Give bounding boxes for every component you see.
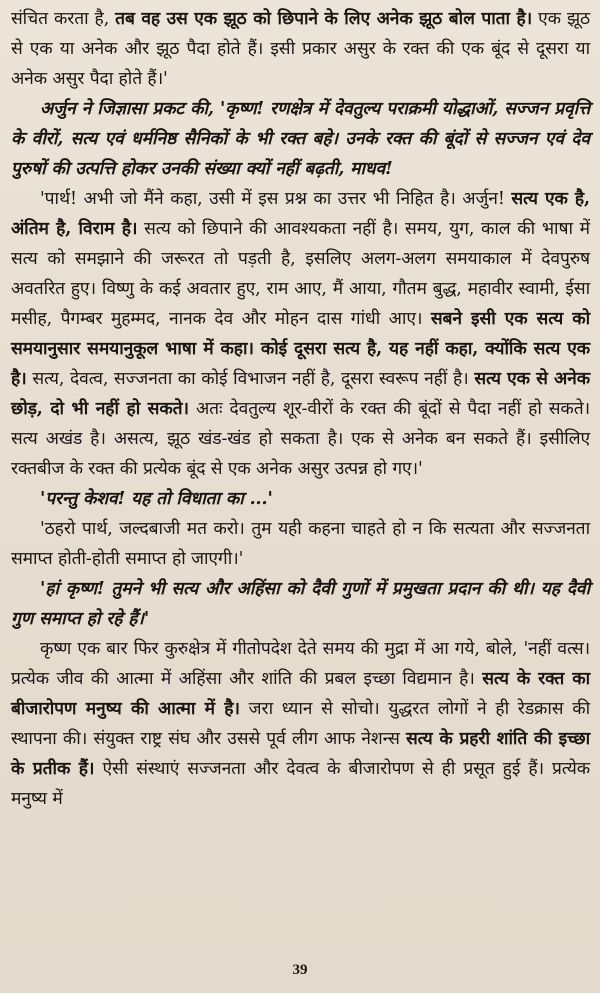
text-run: ऐसी संस्थाएं सज्जनता और देवत्व के बीजारोपण से ही प्रसूत हुई हैं। प्रत्येक मनुष्य में: [11, 759, 590, 809]
body-paragraph: [11, 514, 590, 574]
text-run: जरा ध्यान से सोचो। युद्धरत लोगों ने ही रेडक्रास की स्थापना की। संयुक्त राष्ट्र संघ और उससे पूर्व लीग आफ नेशन्स: [11, 699, 590, 749]
bold-text-run: अर्जुन ने जिज्ञासा प्रकट की, 'कृष्ण! रणक्षेत्र में देवतुल्य पराक्रमी योद्धाओं, सज्जन प्रवृत्ति के वीरों, सत्य एवं धर्मनिष्ठ सैनिकों के भी रक्त बहे। उनके रक्त की बूंदों से सज्जन एवं देव पुरुषों की उत्पत्ति होकर उनकी संख्या क्यों नहीं बढ़ती, माधव!: [11, 99, 590, 179]
text-run: कृष्ण एक बार फिर कुरुक्षेत्र में गीतोपदेश देते समय की मुद्रा में आ गये, बोले, 'नहीं वत्स। प्रत्येक जीव की आत्मा में अहिंसा और शांति की प्रबल इच्छा विद्यमान है।: [11, 639, 590, 689]
bold-text-run: सबने इसी एक सत्य को समयानुसार समयानुकूल भाषा में कहा। कोई दूसरा सत्य है, यह नहीं कहा, क्योंकि सत्य एक है।: [11, 309, 590, 389]
text-run: सत्य, देवत्व, सज्जनता का कोई विभाजन नहीं है, दूसरा स्वरूप नहीं है।: [26, 369, 475, 389]
bold-text-run: 'परन्तु केशव! यह तो विधाता का ...': [40, 489, 273, 509]
text-run: सत्य को छिपाने की आवश्यकता नहीं है। समय, युग, काल की भाषा में सत्य को समझाने की जरूरत तो पड़ती है, इसलिए अलग-अलग समयाकाल में देवपुरुष अवतरित हुए। विष्णु के कई अवतार हुए, राम आए, मैं आया, गौतम बुद्ध, महावीर स्वामी, ईसा मसीह, पैगम्बर मुहम्मद, नानक देव और मोहन दास गांधी आए।: [11, 219, 590, 329]
arjuna-dialogue-paragraph: [11, 94, 590, 184]
page-number: 39: [292, 962, 308, 978]
bold-text-run: तब वह उस एक झूठ को छिपाने के लिए अनेक झूठ बोल पाता है।: [115, 9, 533, 29]
bold-text-run: 'हां कृष्ण! तुमने भी सत्य और अहिंसा को दैवी गुणों में प्रमुखता प्रदान की थी। यह दैवी गुण समाप्त हो रहे हैं।': [11, 579, 590, 629]
text-run: एक झूठ से एक या अनेक और झूठ पैदा होते हैं। इसी प्रकार असुर के रक्त की एक बूंद से दूसरा या अनेक असुर पैदा होते हैं।': [11, 9, 590, 89]
text-run: अतः देवतुल्य शूर-वीरों के रक्त की बूंदों से पैदा नहीं हो सकते। सत्य अखंड है। असत्य, झूठ खंड-खंड हो सकता है। एक से अनेक बन सकते हैं। इसीलिए रक्तबीज के रक्त की प्रत्येक बूंद से एक अनेक असुर उत्पन्न हो गए।': [11, 399, 590, 479]
bold-text-run: सत्य के प्रहरी शांति की इच्छा के प्रतीक हैं।: [11, 729, 590, 779]
body-paragraph: [11, 634, 590, 814]
body-paragraph: [11, 184, 590, 484]
bold-text-run: सत्य के रक्त का बीजारोपण मनुष्य की आत्मा में है।: [11, 669, 590, 719]
text-run: संचित करता है,: [11, 9, 116, 29]
text-run: 'पार्थ! अभी जो मैंने कहा, उसी में इस प्रश्न का उत्तर भी निहित है। अर्जुन!: [40, 189, 512, 209]
page-text: [11, 4, 590, 814]
bold-text-run: सत्य एक से अनेक छोड़, दो भी नहीं हो सकते।: [11, 369, 590, 419]
body-paragraph: [11, 4, 590, 94]
text-run: 'ठहरो पार्थ, जल्दबाजी मत करो। तुम यही कहना चाहते हो न कि सत्यता और सज्जनता समाप्त होती-होती समाप्त हो जाएगी।': [11, 519, 590, 569]
arjuna-dialogue-paragraph: [11, 484, 590, 514]
arjuna-dialogue-paragraph: [11, 574, 590, 634]
bold-text-run: सत्य एक है, अंतिम है, विराम है।: [11, 189, 591, 239]
